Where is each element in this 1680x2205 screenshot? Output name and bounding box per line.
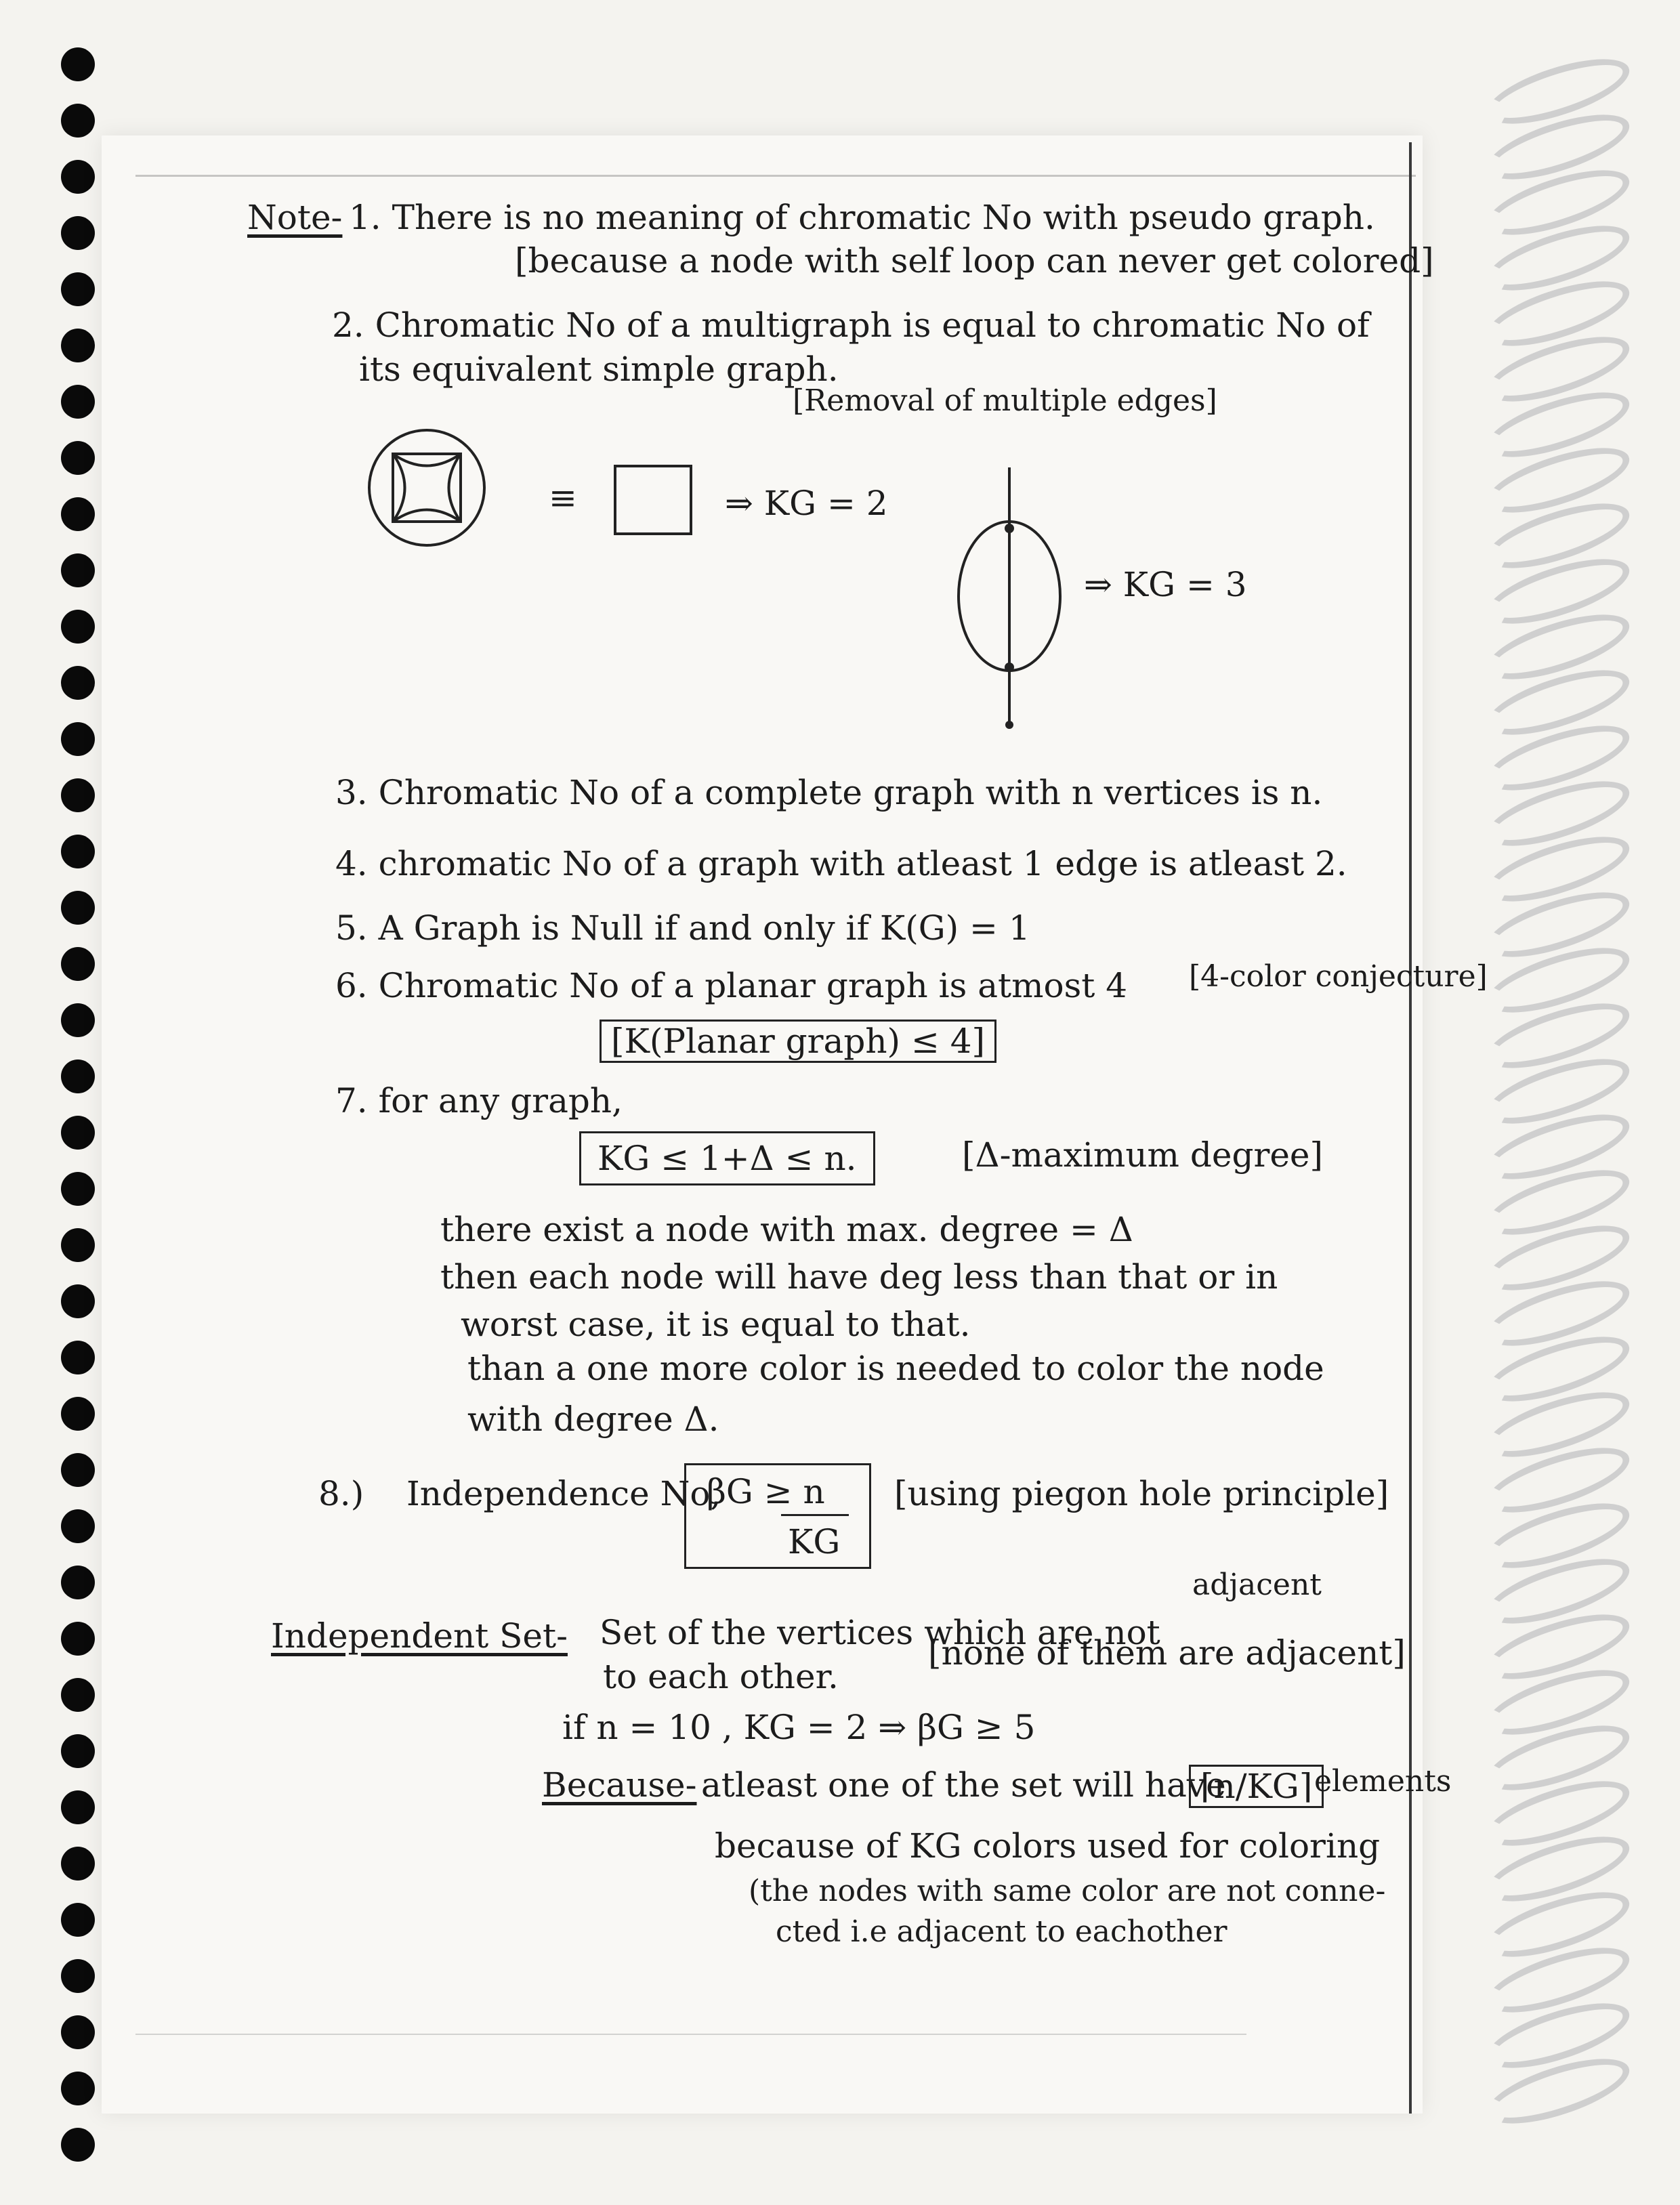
bottom-rule xyxy=(135,2034,1246,2035)
binder-hole xyxy=(61,1284,95,1318)
binder-hole xyxy=(61,1341,95,1374)
because-elements: elements xyxy=(1314,1764,1452,1799)
because-label: Because- xyxy=(542,1765,697,1805)
note-7-explanation-4: than a one more color is needed to color the node xyxy=(467,1349,1324,1388)
independent-set-text-1: Set of the vertices which are not xyxy=(600,1613,1160,1652)
note-4: 4. chromatic No of a graph with atleast 1 edge is atleast 2. xyxy=(335,844,1347,883)
binder-hole xyxy=(61,553,95,587)
because-line-3: (the nodes with same color are not conne- xyxy=(749,1874,1386,1908)
note-6-side: [4-color conjecture] xyxy=(1189,959,1488,994)
binder-hole xyxy=(61,385,95,419)
note-7-explanation-3: worst case, it is equal to that. xyxy=(461,1305,971,1344)
binder-hole xyxy=(61,610,95,644)
independent-set-adjacent: adjacent xyxy=(1192,1568,1322,1602)
binder-hole xyxy=(61,1959,95,1993)
note-7-formula: KG ≤ 1+Δ ≤ n. xyxy=(579,1131,875,1185)
binder-hole xyxy=(61,1847,95,1881)
binder-hole xyxy=(61,1116,95,1150)
binder-hole xyxy=(61,2128,95,2162)
note-8-label: 8.) xyxy=(318,1474,364,1513)
binder-hole xyxy=(61,2015,95,2049)
multigraph-figure xyxy=(359,420,495,555)
note-1: 1. There is no meaning of chromatic No with pseudo graph. xyxy=(349,198,1375,237)
note-1-reason: [because a node with self loop can never get colored] xyxy=(515,241,1434,280)
fraction-bar xyxy=(781,1514,849,1516)
binder-hole xyxy=(61,722,95,756)
note-2-line-2: its equivalent simple graph. xyxy=(359,350,839,389)
binder-hole xyxy=(61,160,95,194)
binder-hole xyxy=(61,441,95,475)
independent-set-text-2: to each other. xyxy=(603,1657,839,1696)
binder-hole xyxy=(61,1734,95,1768)
cycle-graph-figure xyxy=(948,461,1070,732)
note-5: 5. A Graph is Null if and only if K(G) = 1 xyxy=(335,908,1030,948)
notebook-page xyxy=(102,135,1423,2114)
note-6: 6. Chromatic No of a planar graph is atmost 4 xyxy=(335,966,1128,1005)
binder-holes xyxy=(61,47,102,2188)
binder-hole xyxy=(61,1003,95,1037)
binder-hole xyxy=(61,947,95,981)
note-8-formula-bottom: KG xyxy=(788,1522,841,1561)
binder-hole xyxy=(61,891,95,925)
binder-hole xyxy=(61,835,95,868)
figure-2-result: ⇒ KG = 3 xyxy=(1084,565,1247,604)
note-label: Note- xyxy=(247,198,343,237)
binder-hole xyxy=(61,1172,95,1206)
binder-hole xyxy=(61,47,95,81)
binder-hole xyxy=(61,778,95,812)
binder-hole xyxy=(61,1622,95,1656)
binder-hole xyxy=(61,216,95,250)
top-rule xyxy=(135,175,1416,177)
note-7-explanation-2: then each node will have deg less than that or in xyxy=(440,1257,1278,1297)
because-line-4: cted i.e adjacent to eachother xyxy=(776,1914,1227,1949)
note-8-text: Independence No, xyxy=(406,1474,721,1513)
because-line-2: because of KG colors used for coloring xyxy=(715,1826,1381,1866)
binder-hole xyxy=(61,1059,95,1093)
binder-hole xyxy=(61,1509,95,1543)
independent-set-label: Independent Set- xyxy=(271,1616,568,1656)
binder-hole xyxy=(61,329,95,362)
because-fraction: ⌈n/KG⌉ xyxy=(1189,1765,1324,1808)
note-8-formula-box xyxy=(684,1463,871,1569)
note-2-line-1: 2. Chromatic No of a multigraph is equal to chromatic No of xyxy=(332,306,1370,345)
binder-hole xyxy=(61,1228,95,1262)
note-7-side: [Δ-maximum degree] xyxy=(962,1135,1324,1175)
binder-hole xyxy=(61,1790,95,1824)
binder-hole xyxy=(61,1903,95,1937)
binder-hole xyxy=(61,666,95,700)
because-text: atleast one of the set will have xyxy=(701,1765,1226,1805)
binder-hole xyxy=(61,272,95,306)
binder-hole xyxy=(61,1397,95,1431)
example-line: if n = 10 , KG = 2 ⇒ βG ≥ 5 xyxy=(562,1708,1036,1747)
binder-hole xyxy=(61,104,95,138)
page-edge xyxy=(1409,142,1412,2114)
binder-hole xyxy=(61,1678,95,1712)
note-7-explanation-5: with degree Δ. xyxy=(467,1400,719,1439)
simple-graph-square xyxy=(610,461,698,542)
spiral-binding xyxy=(1456,68,1660,2168)
independent-set-text-3: [none of them are adjacent] xyxy=(928,1633,1406,1673)
equivalent-sign: ≡ xyxy=(549,478,577,518)
binder-hole xyxy=(61,2072,95,2105)
note-8-side: [using piegon hole principle] xyxy=(894,1474,1389,1513)
binder-hole xyxy=(61,1566,95,1599)
binder-hole xyxy=(61,1453,95,1487)
note-3: 3. Chromatic No of a complete graph with n vertices is n. xyxy=(335,773,1323,812)
note-6-formula: [K(Planar graph) ≤ 4] xyxy=(600,1020,996,1063)
note-2-reason: [Removal of multiple edges] xyxy=(793,383,1217,418)
note-8-formula-top: βG ≥ n xyxy=(707,1472,825,1511)
figure-1-result: ⇒ KG = 2 xyxy=(725,484,888,523)
note-7: 7. for any graph, xyxy=(335,1081,623,1120)
binder-hole xyxy=(61,497,95,531)
note-7-explanation-1: there exist a node with max. degree = Δ xyxy=(440,1210,1133,1249)
